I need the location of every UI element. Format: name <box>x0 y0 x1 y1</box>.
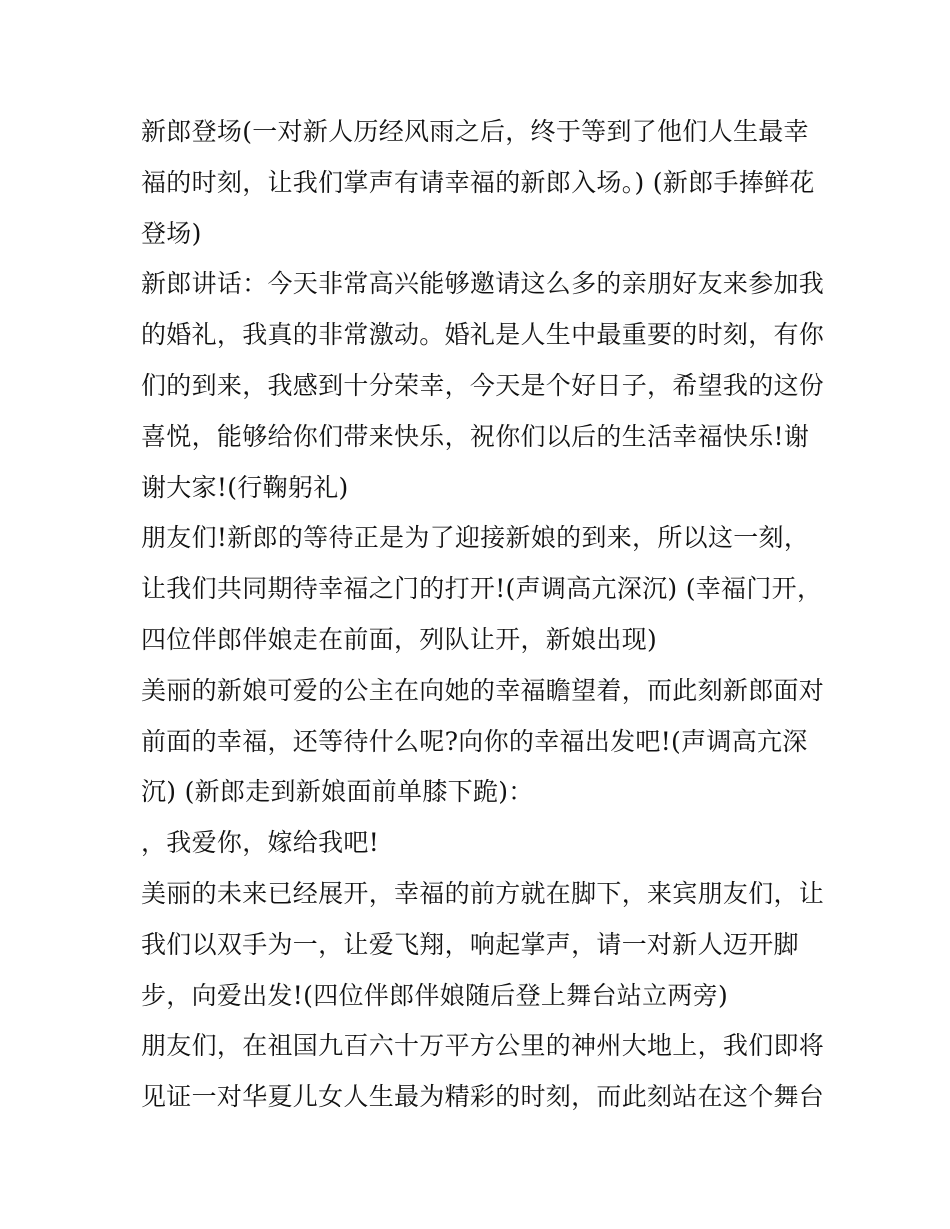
text-line: 四位伴郎伴娘走在前面，列队让开，新娘出现) <box>141 624 658 654</box>
text-line: 们的到来，我感到十分荣幸，今天是个好日子，希望我的这份 <box>141 370 825 400</box>
text-line: 新郎讲话：今天非常高兴能够邀请这么多的亲朋好友来参加我 <box>141 269 825 299</box>
text-line: 的婚礼，我真的非常激动。婚礼是人生中最重要的时刻，有你 <box>141 320 825 350</box>
text-line: 步，向爱出发!(四位伴郎伴娘随后登上舞台站立两旁) <box>141 980 729 1010</box>
text-line: 前面的幸福，还等待什么呢?向你的幸福出发吧!(声调高亢深 <box>141 726 808 756</box>
text-line: 登场) <box>141 218 202 248</box>
text-line: 朋友们!新郎的等待正是为了迎接新娘的到来，所以这一刻， <box>141 523 810 553</box>
text-line: 朋友们，在祖国九百六十万平方公里的神州大地上，我们即将 <box>141 1031 825 1061</box>
text-line: 福的时刻，让我们掌声有请幸福的新郎入场。) (新郎手捧鲜花 <box>141 167 815 197</box>
text-line: 谢大家!(行鞠躬礼) <box>141 472 349 502</box>
text-line: 美丽的新娘可爱的公主在向她的幸福瞻望着，而此刻新郎面对 <box>141 675 825 705</box>
document-body <box>141 107 825 1123</box>
text-line: 美丽的未来已经展开，幸福的前方就在脚下，来宾朋友们，让 <box>141 878 825 908</box>
text-line: ，我爱你，嫁给我吧! <box>141 828 380 858</box>
text-line: 见证一对华夏儿女人生最为精彩的时刻，而此刻站在这个舞台 <box>141 1082 825 1112</box>
text-line: 我们以双手为一，让爱飞翔，响起掌声，请一对新人迈开脚 <box>141 929 799 959</box>
text-line: 沉) (新郎走到新娘面前单膝下跪)： <box>141 777 534 807</box>
text-line: 新郎登场(一对新人历经风雨之后，终于等到了他们人生最幸 <box>141 117 809 146</box>
text-line: 让我们共同期待幸福之门的打开!(声调高亢深沉) (幸福门开， <box>141 574 823 604</box>
text-line: 喜悦，能够给你们带来快乐，祝你们以后的生活幸福快乐!谢 <box>141 421 810 451</box>
